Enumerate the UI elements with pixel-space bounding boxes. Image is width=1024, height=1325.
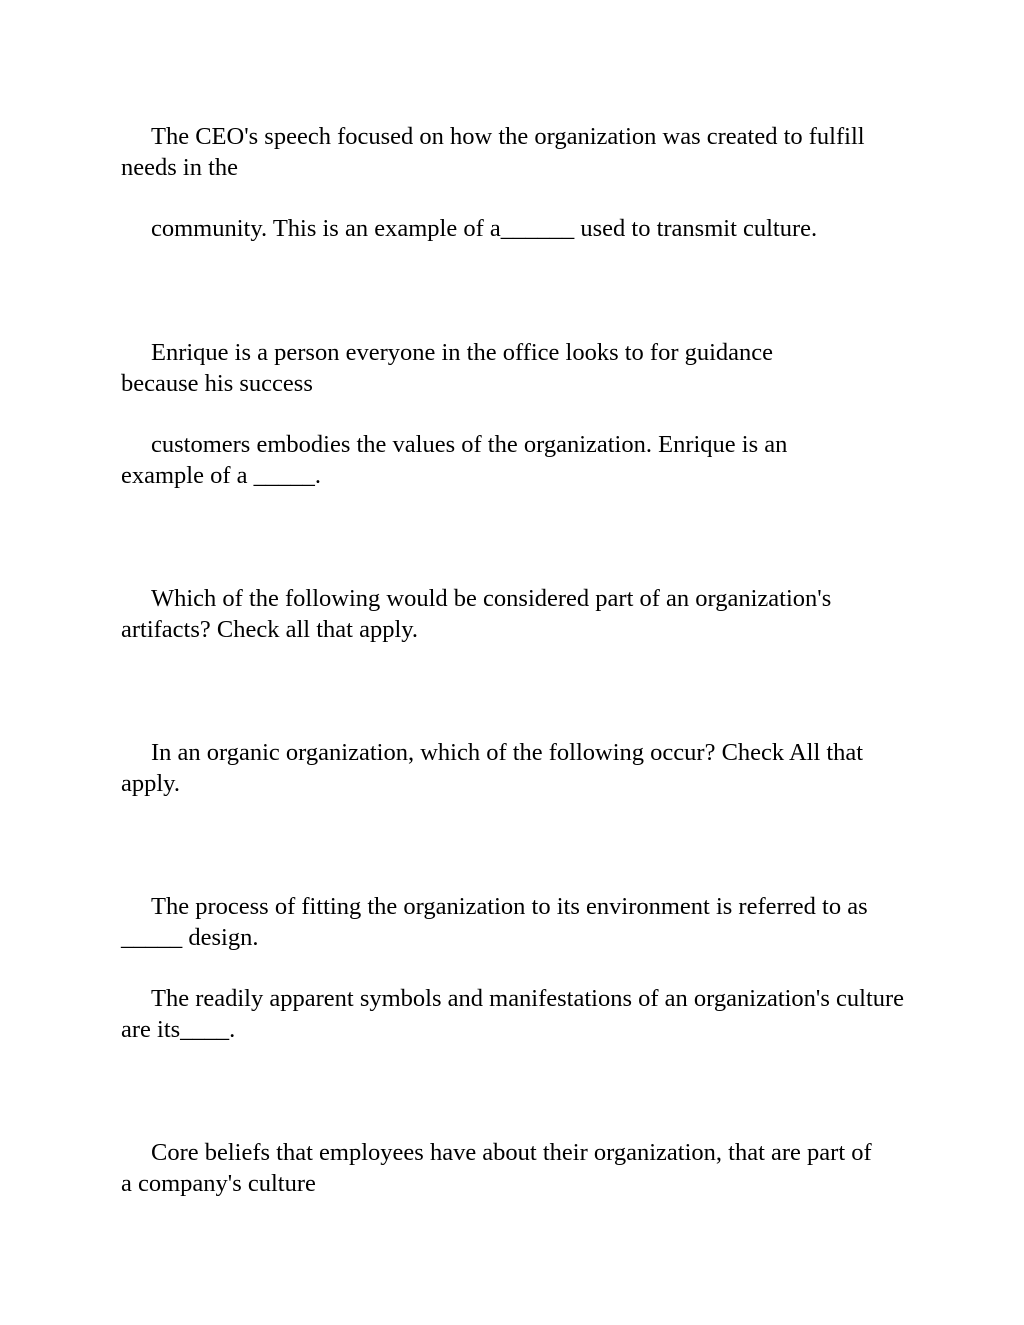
paragraph-artifacts-definition: The readily apparent symbols and manifestations of an organization's culture are its____. [121,985,905,1043]
paragraph-core-beliefs: Core beliefs that employees have about their organization, that are part of a company's culture [121,1139,872,1197]
paragraph-organization-design: The process of fitting the organization to its environment is referred to as _____ design. [121,893,868,951]
paragraph-organic-question: In an organic organization, which of the following occur? Check All that apply. [121,739,864,797]
paragraph-community-example: community. This is an example of a______ used to transmit culture. [151,215,818,242]
paragraph-enrique-guidance: Enrique is a person everyone in the office looks to for guidance because his success [121,339,774,397]
paragraph-artifacts-question: Which of the following would be considered part of an organization's artifacts? Check all that apply. [121,585,832,643]
paragraph-ceo-speech: The CEO's speech focused on how the organization was created to fulfill needs in the [121,123,865,181]
paragraph-enrique-example: customers embodies the values of the organization. Enrique is an example of a _____. [121,431,788,489]
